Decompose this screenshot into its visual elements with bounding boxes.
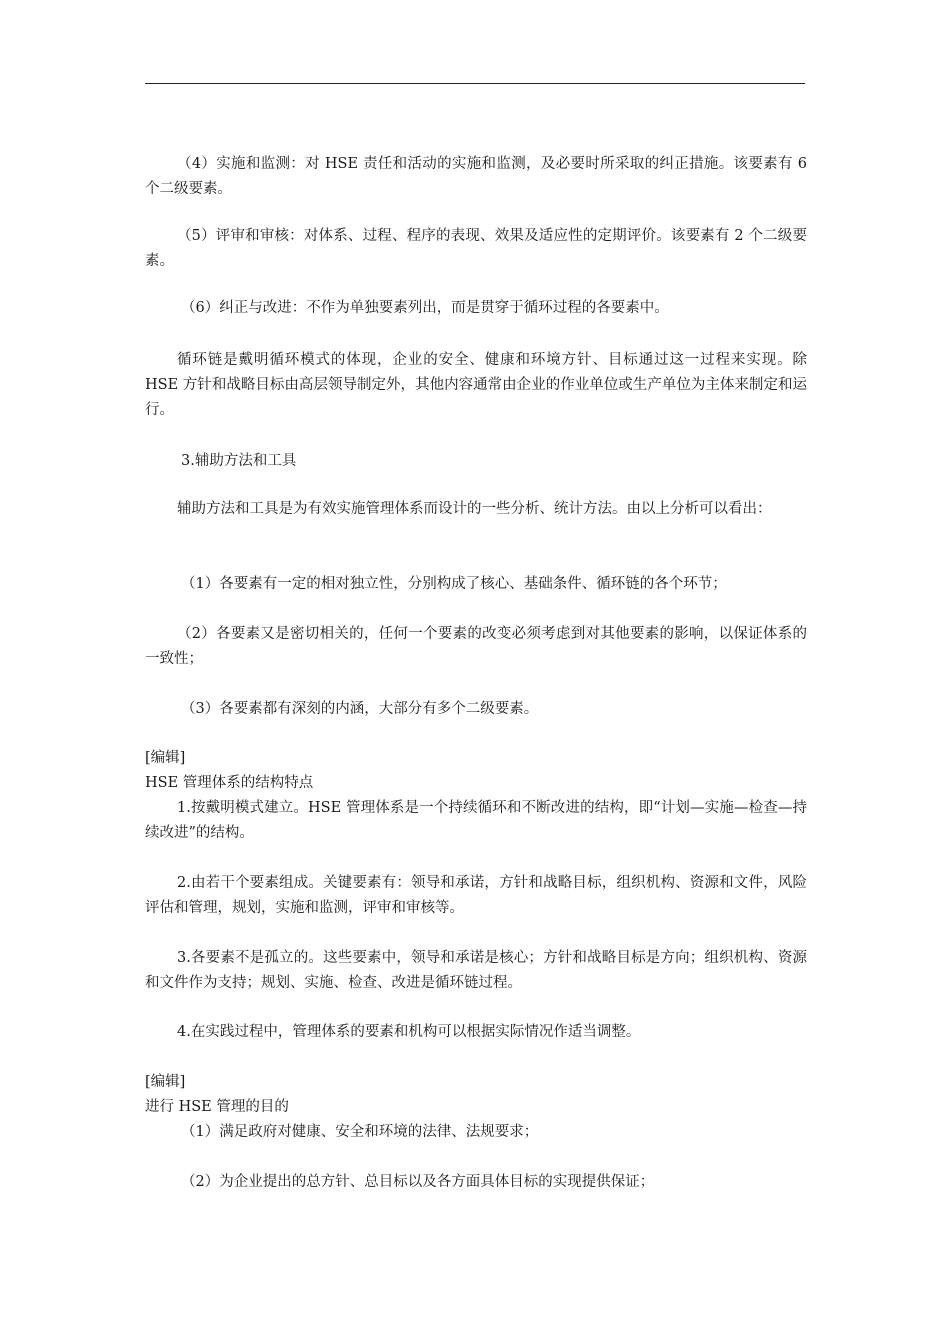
paragraph-correction-improvement: （6）纠正与改进：不作为单独要素列出，而是贯穿于循环过程的各要素中。: [181, 300, 669, 316]
section-title-purpose: 进行 HSE 管理的目的: [145, 1099, 289, 1115]
structure-point-1: 1.按戴明模式建立。HSE 管理体系是一个持续循环和不断改进的结构，即“计划—实施—检查—持续改进”的结构。: [145, 800, 807, 841]
section-title-structure: HSE 管理体系的结构特点: [145, 775, 314, 791]
paragraph-cycle-chain: 循环链是戴明循环模式的体现，企业的安全、健康和环境方针、目标通过这一过程来实现。除 HSE 方针和战略目标由高层领导制定外，其他内容通常由企业的作业单位或生产单位为主体来制定和运行。: [145, 352, 807, 418]
structure-point-2: 2.由若干个要素组成。关键要素有：领导和承诺，方针和战略目标，组织机构、资源和文件，风险评估和管理，规划，实施和监测，评审和审核等。: [145, 875, 807, 916]
list-item-1: （1）各要素有一定的相对独立性，分别构成了核心、基础条件、循环链的各个环节；: [181, 576, 727, 592]
purpose-item-1: （1）满足政府对健康、安全和环境的法律、法规要求；: [181, 1124, 539, 1140]
purpose-item-2: （2）为企业提出的总方针、总目标以及各方面具体目标的实现提供保证；: [181, 1174, 655, 1190]
paragraph-aux-methods: 辅助方法和工具是为有效实施管理体系而设计的一些分析、统计方法。由以上分析可以看出：: [177, 501, 772, 517]
structure-point-4: 4.在实践过程中，管理体系的要素和机构可以根据实际情况作适当调整。: [177, 1024, 641, 1040]
list-item-3: （3）各要素都有深刻的内涵，大部分有多个二级要素。: [181, 701, 539, 717]
paragraph-review-audit: （5）评审和审核：对体系、过程、程序的表现、效果及适应性的定期评价。该要素有 2 个二级要素。: [145, 228, 807, 269]
section-heading-aux-methods: 3.辅助方法和工具: [181, 453, 297, 469]
paragraph-implementation-monitoring: （4）实施和监测：对 HSE 责任和活动的实施和监测，及必要时所采取的纠正措施。该要素有 6 个二级要素。: [145, 156, 807, 197]
header-rule: [145, 83, 805, 84]
edit-link[interactable]: [编辑]: [145, 1074, 186, 1090]
structure-point-3: 3.各要素不是孤立的。这些要素中，领导和承诺是核心；方针和战略目标是方向；组织机构、资源和文件作为支持；规划、实施、检查、改进是循环链过程。: [145, 950, 807, 991]
list-item-2: （2）各要素又是密切相关的，任何一个要素的改变必须考虑到对其他要素的影响，以保证体系的一致性；: [145, 626, 807, 667]
edit-link[interactable]: [编辑]: [145, 750, 186, 766]
